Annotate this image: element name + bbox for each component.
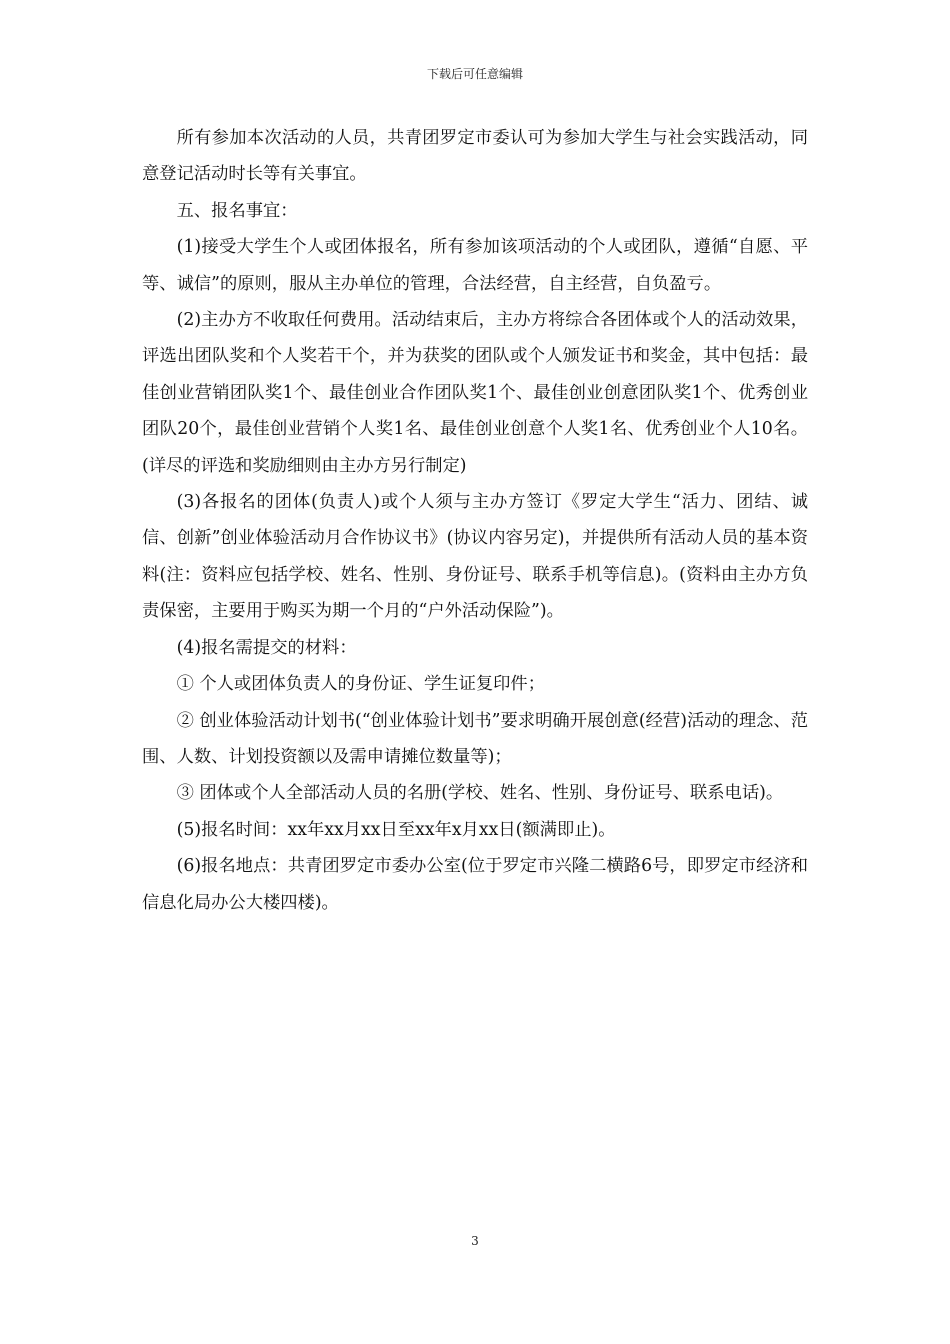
paragraph-registration-item-3: (3)各报名的团体(负责人)或个人须与主办方签订《罗定大学生“活力、团结、诚信、创新”创业体验活动月合作协议书》(协议内容另定)，并提供所有活动人员的基本资料(注：资料应包括学校、姓名、性别、身份证号、联系手机等信息)。(资料由主办方负责保密，主要用于购买为期一个月的“户外活动保险”)。 — [142, 492, 808, 622]
paragraph-registration-time: (5)报名时间：xx年xx月xx日至xx年x月xx日(额满即止)。 — [176, 819, 616, 840]
paragraph-registration-item-1: (1)接受大学生个人或团体报名，所有参加该项活动的个人或团队，遵循“自愿、平等、诚信”的原则，服从主办单位的管理，合法经营，自主经营，自负盈亏。 — [142, 237, 808, 294]
paragraph-activity-recognition: 所有参加本次活动的人员，共青团罗定市委认可为参加大学生与社会实践活动，同意登记活动时长等有关事宜。 — [142, 128, 808, 185]
list-item-material-2: ② 创业体验活动计划书(“创业体验计划书”要求明确开展创意(经营)活动的理念、范围、人数、计划投资额以及需申请摊位数量等)； — [142, 710, 808, 767]
paragraph-registration-location: (6)报名地点：共青团罗定市委办公室(位于罗定市兴隆二横路6号，即罗定市经济和信息化局办公大楼四楼)。 — [142, 856, 808, 913]
paragraph-registration-item-4: (4)报名需提交的材料： — [176, 637, 357, 658]
list-item-material-1: ① 个人或团体负责人的身份证、学生证复印件； — [176, 674, 545, 695]
page-header: 下载后可任意编辑 — [426, 67, 523, 81]
page-number: 3 — [471, 1234, 479, 1248]
document-body — [142, 120, 808, 921]
section-heading-registration: 五、报名事宜： — [176, 200, 298, 221]
paragraph-registration-item-2: (2)主办方不收取任何费用。活动结束后，主办方将综合各团体或个人的活动效果，评选出团队奖和个人奖若干个，并为获奖的团队或个人颁发证书和奖金，其中包括：最佳创业营销团队奖1个、最佳创业合作团队奖1个、最佳创业创意团队奖1个、优秀创业团队20个，最佳创业营销个人奖1名、最佳创业创意个人奖1名、优秀创业个人10名。(详尽的评选和奖励细则由主办方另行制定) — [142, 310, 808, 476]
list-item-material-3: ③ 团体或个人全部活动人员的名册(学校、姓名、性别、身份证号、联系电话)。 — [176, 783, 784, 804]
